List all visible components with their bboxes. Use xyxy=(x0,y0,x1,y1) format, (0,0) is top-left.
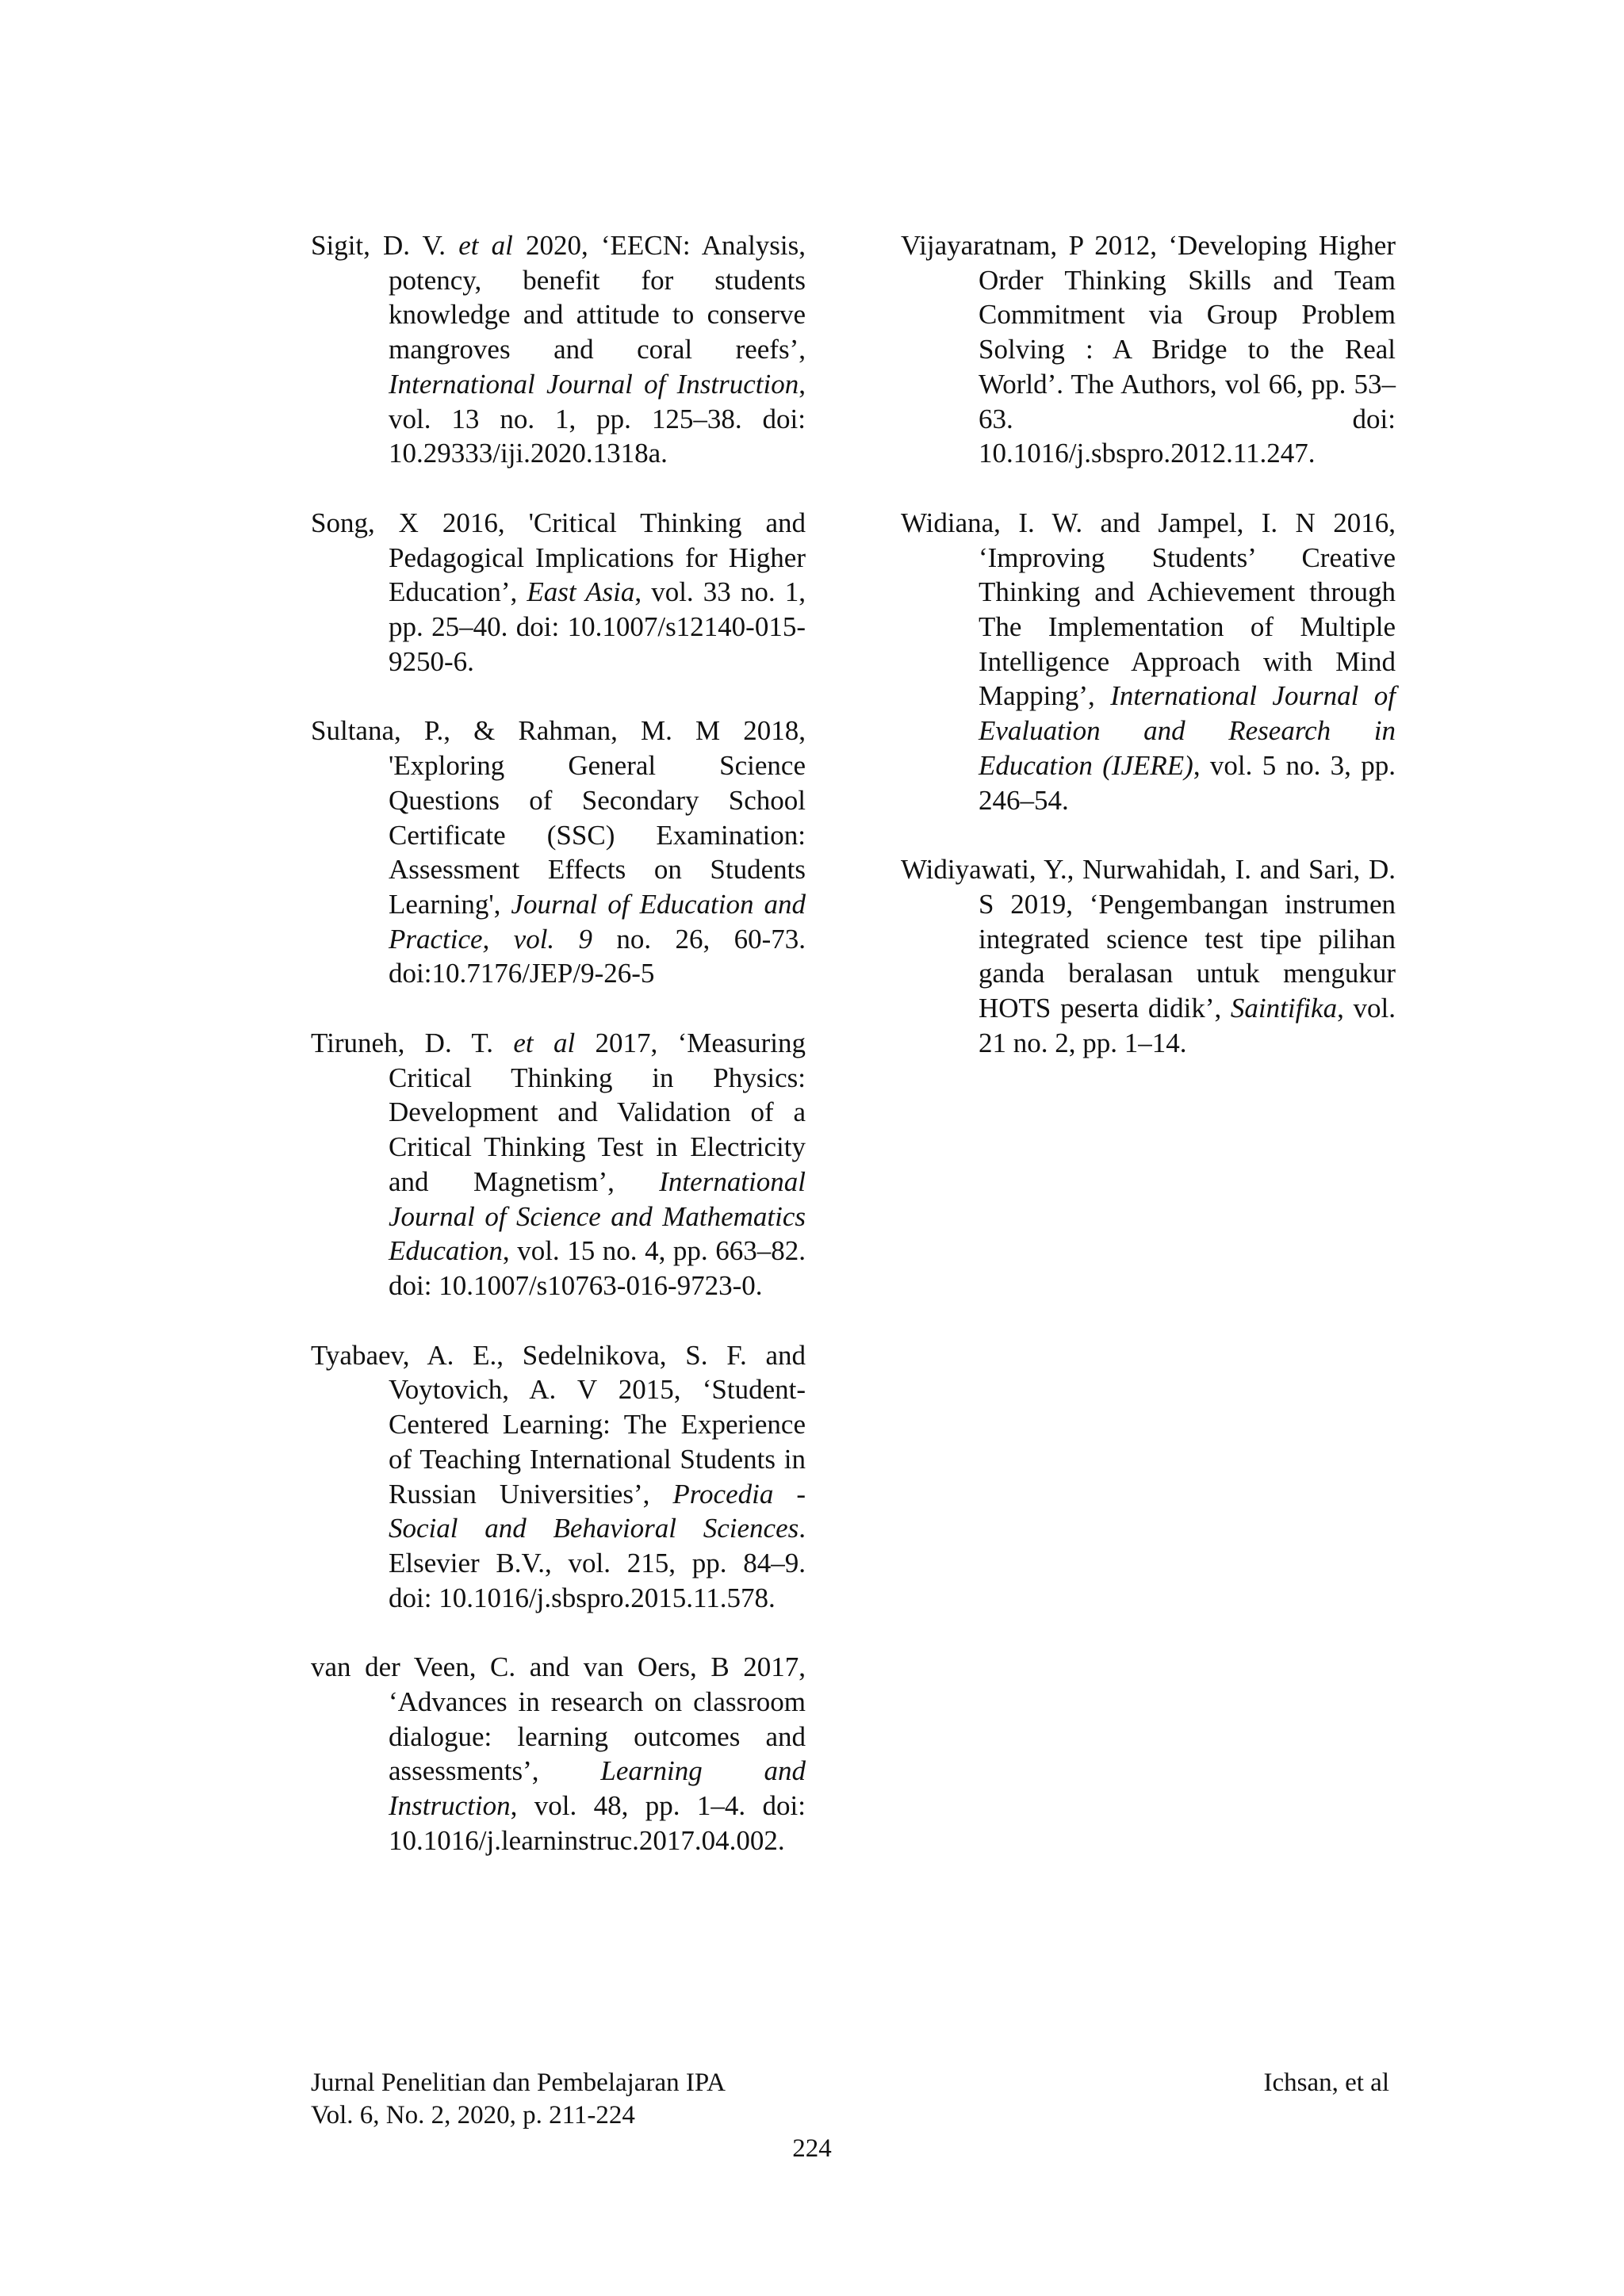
reference-italic-segment: Learning and Instruction xyxy=(389,1755,806,1822)
footer-journal-info xyxy=(311,2067,726,2132)
page-number: 224 xyxy=(792,2134,832,2163)
reference-entry xyxy=(311,1026,806,1303)
reference-text-segment: no. 26, 60-73. doi:10.7176/JEP/9-26-5 xyxy=(389,923,806,989)
reference-text-segment: , vol. 48, pp. 1–4. doi: 10.1016/j.learninstruc.2017.04.002. xyxy=(389,1790,806,1856)
reference-text-segment: Song, X 2016, 'Critical Thinking and Pedagogical Implications for Higher Education’, xyxy=(311,507,806,608)
reference-text-segment: Sigit, D. V. xyxy=(311,230,459,261)
reference-italic-segment: Saintifika xyxy=(1230,993,1338,1024)
reference-entry xyxy=(311,1338,806,1616)
reference-entry xyxy=(901,228,1396,471)
reference-italic-segment: et al xyxy=(513,1027,576,1059)
reference-text-segment: van der Veen, C. and van Oers, B 2017, ‘Advances in research on classroom dialogue: learning outcomes and assessments’, xyxy=(311,1651,806,1787)
reference-italic-segment: International Journal of Instruction xyxy=(389,368,799,400)
reference-text-segment: Widiyawati, Y., Nurwahidah, I. and Sari, D. S 2019, ‘Pengembangan instrumen integrated science test tipe pilihan ganda beralasan untuk mengukur HOTS peserta didik’, xyxy=(901,854,1396,1024)
reference-text-segment: , vol. 15 no. 4, pp. 663–82. doi: 10.1007/s10763-016-9723-0. xyxy=(389,1235,806,1301)
reference-text-segment: Widiana, I. W. and Jampel, I. N 2016, ‘Improving Students’ Creative Thinking and Achievement through The Implementation of Multiple Intelligence Approach with Mind Mapping’, xyxy=(901,507,1396,712)
reference-entry xyxy=(311,506,806,679)
reference-text-segment: Tyabaev, A. E., Sedelnikova, S. F. and Voytovich, A. V 2015, ‘Student-Centered Learning: The Experience of Teaching International Students in Russian Universities’, xyxy=(311,1339,806,1510)
reference-entry xyxy=(901,852,1396,1060)
reference-text-segment: 2020, ‘EECN: Analysis, potency, benefit for students knowledge and attitude to conserve mangroves and coral reefs’, xyxy=(389,230,806,365)
reference-text-segment: , vol. 33 no. 1, pp. 25–40. doi: 10.1007/s12140-015-9250-6. xyxy=(389,576,806,677)
reference-text-segment: , vol. 5 no. 3, pp. 246–54. xyxy=(979,749,1396,816)
reference-text-segment: , vol. 21 no. 2, pp. 1–14. xyxy=(979,993,1396,1058)
reference-entry xyxy=(901,506,1396,817)
reference-text-segment: 2017, ‘Measuring Critical Thinking in Physics: Development and Validation of a Critical Thinking Test in Electricity and Magnetism’, xyxy=(389,1027,806,1197)
reference-italic-segment: International Journal of Science and Mathematics Education xyxy=(389,1165,806,1267)
references-right-column xyxy=(901,228,1396,1095)
reference-text-segment: , vol. 13 no. 1, pp. 125–38. doi: 10.29333/iji.2020.1318a. xyxy=(389,368,806,469)
reference-italic-segment: Procedia - Social and Behavioral Sciences xyxy=(389,1478,806,1544)
reference-text-segment: . Elsevier B.V., vol. 215, pp. 84–9. doi: 10.1016/j.sbspro.2015.11.578. xyxy=(389,1513,806,1613)
reference-italic-segment: et al xyxy=(458,230,513,261)
reference-italic-segment: Journal of Education and Practice, vol. 9 xyxy=(389,888,806,955)
reference-italic-segment: East Asia xyxy=(527,576,635,608)
reference-text-segment: Vijayaratnam, P 2012, ‘Developing Higher Order Thinking Skills and Team Commitment via Group Problem Solving : A Bridge to the Real World’. The Authors, vol 66, pp. 53–63. doi: 10.1016/j.sbspro.2012.11.247. xyxy=(901,230,1396,469)
reference-entry xyxy=(311,228,806,471)
journal-name: Jurnal Penelitian dan Pembelajaran IPA xyxy=(311,2068,726,2097)
reference-text-segment: Sultana, P., & Rahman, M. M 2018, 'Exploring General Science Questions of Secondary School Certificate (SSC) Examination: Assessment Effects on Students Learning', xyxy=(311,715,806,920)
reference-text-segment: Tiruneh, D. T. xyxy=(311,1027,514,1059)
reference-entry xyxy=(311,1650,806,1858)
journal-volume: Vol. 6, No. 2, 2020, p. 211-224 xyxy=(311,2101,635,2130)
reference-entry xyxy=(311,714,806,991)
footer-authors: Ichsan, et al xyxy=(1263,2068,1389,2097)
references-left-column xyxy=(311,228,806,1893)
reference-italic-segment: International Journal of Evaluation and Research in Education (IJERE) xyxy=(979,680,1396,781)
